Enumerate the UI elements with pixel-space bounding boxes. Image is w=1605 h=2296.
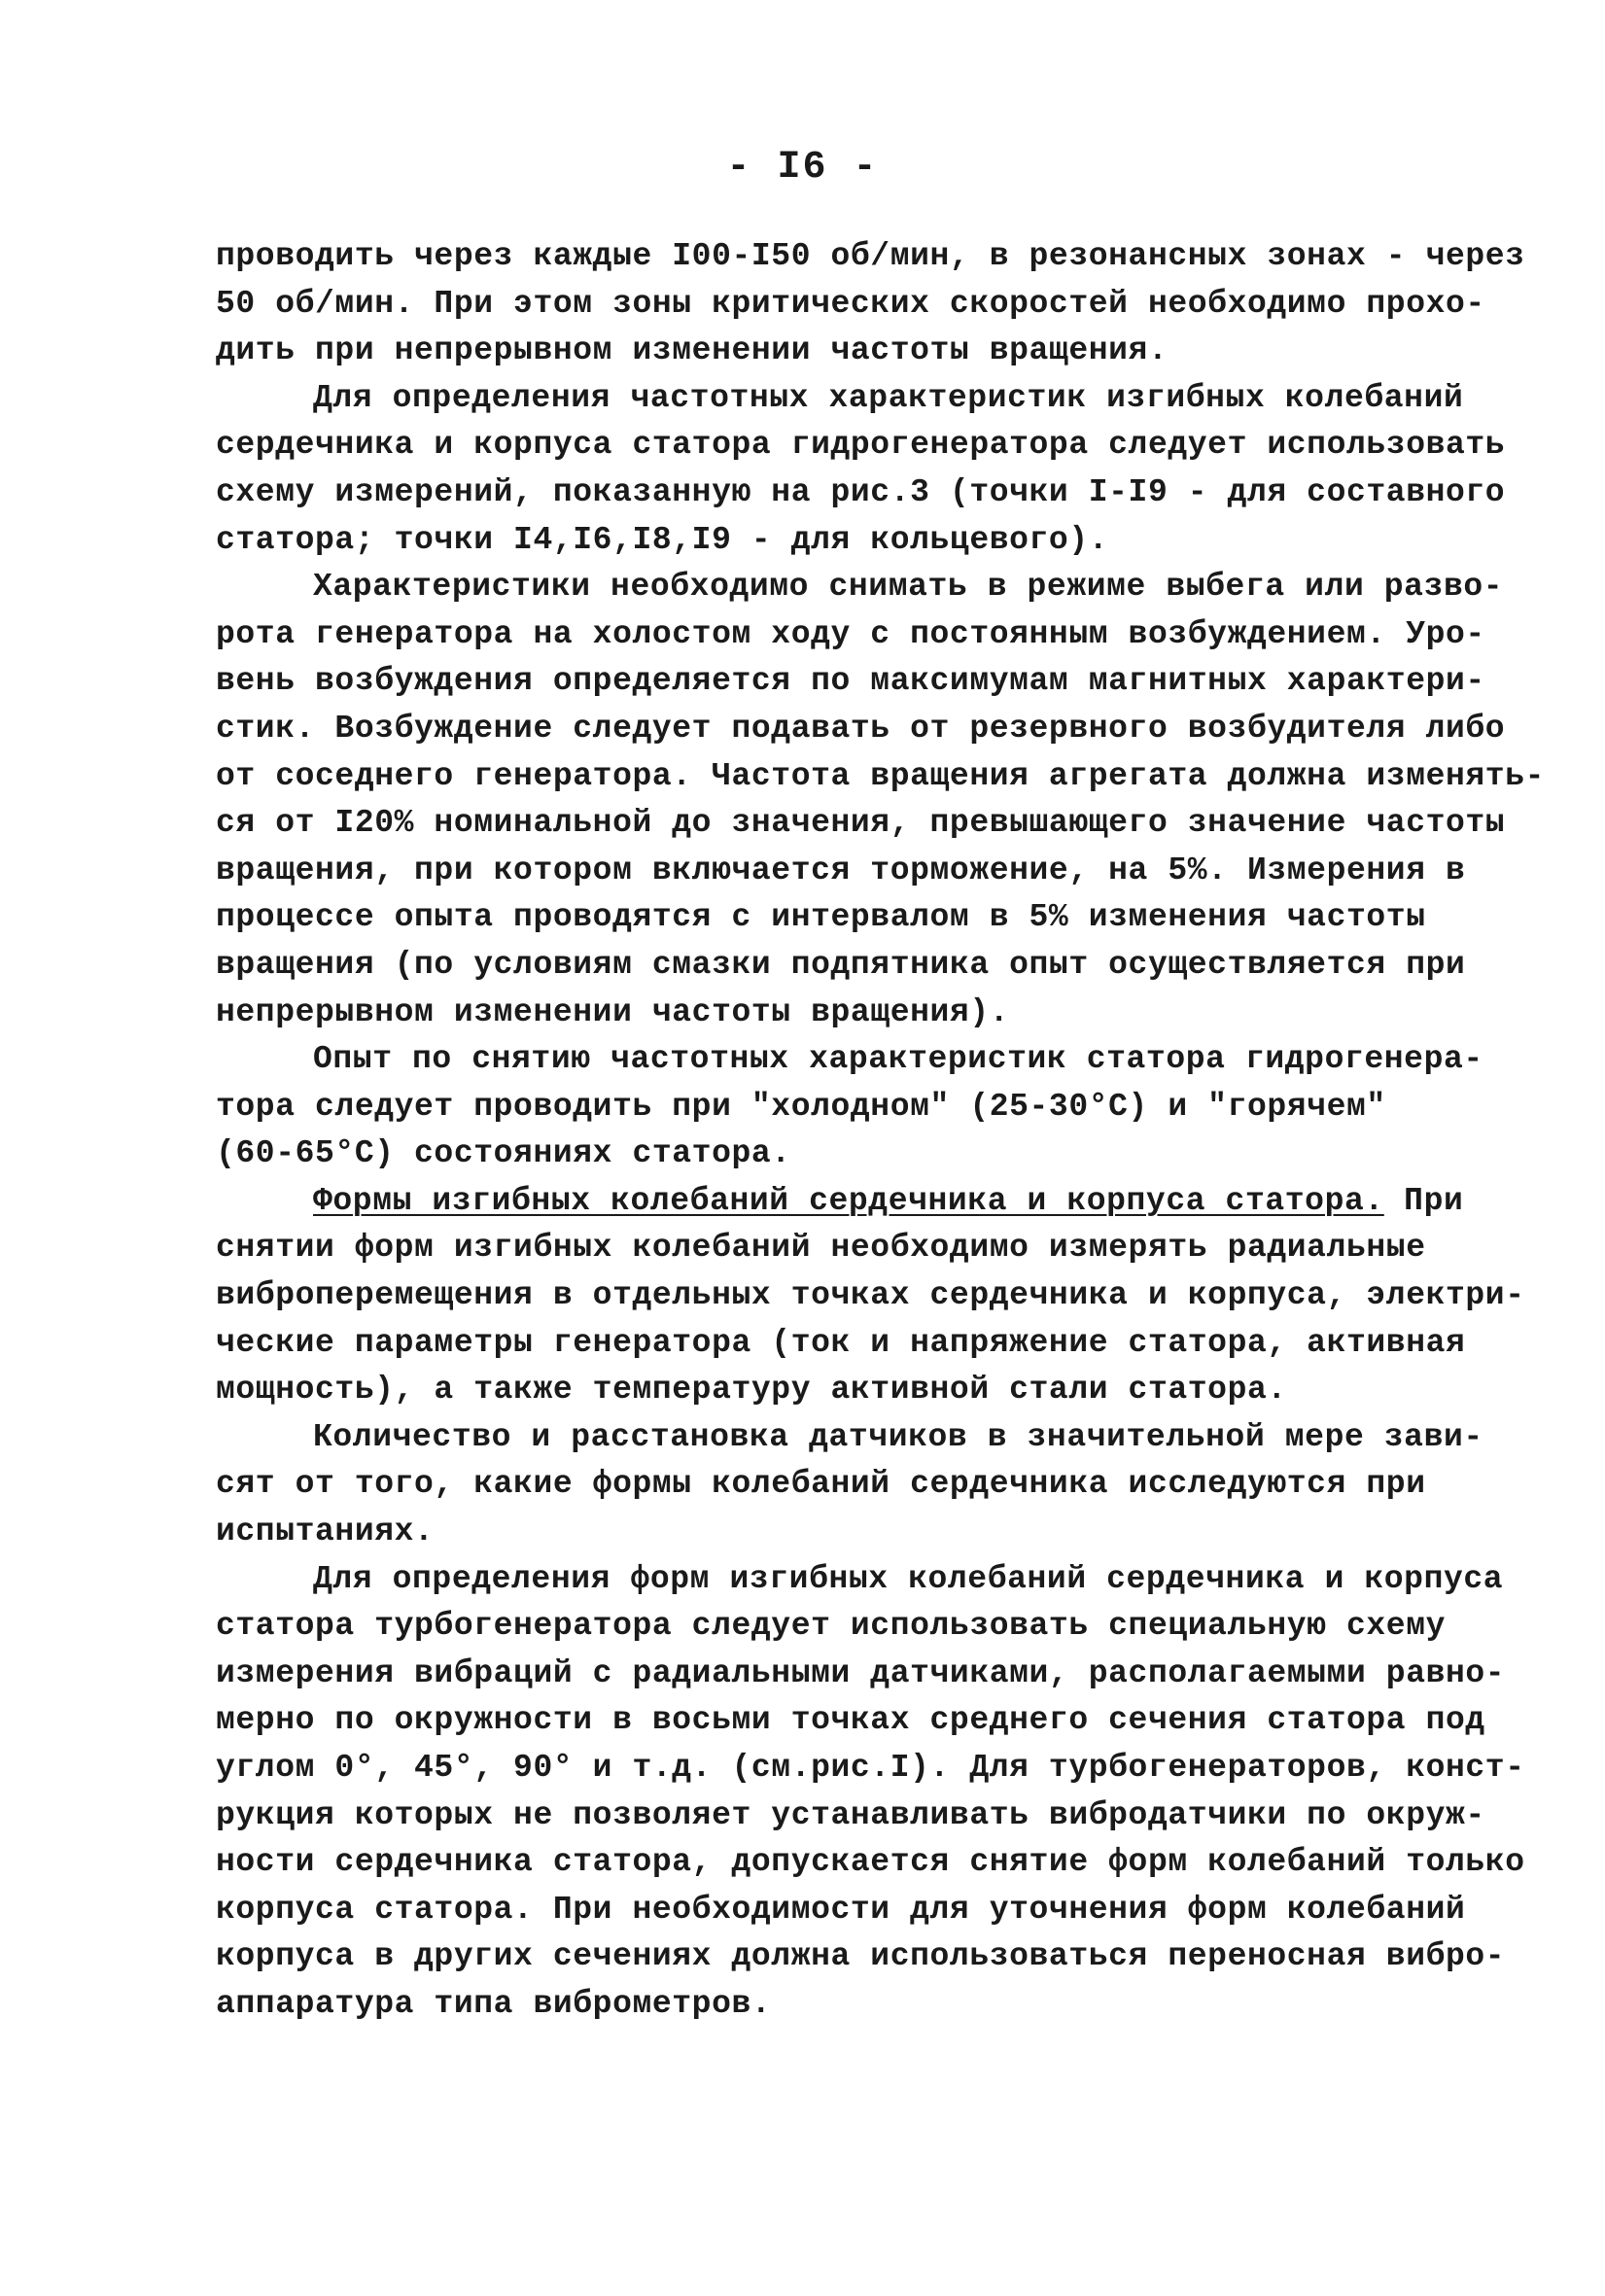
text-line: непрерывном изменении частоты вращения).: [216, 993, 1010, 1030]
body-text: [216, 233, 1546, 2029]
heading-tail: При: [1383, 1182, 1464, 1219]
text-line: рота генератора на холостом ходу с постоянным возбуждением. Уро-: [216, 615, 1485, 652]
text-line: ся от I20% номинальной до значения, превышающего значение частоты: [216, 805, 1506, 842]
text-line: 50 об/мин. При этом зоны критических скоростей необходимо прохо-: [216, 285, 1485, 322]
text-line: вращения (по условиям смазки подпятника опыт осуществляется при: [216, 946, 1466, 983]
text-line: сят от того, какие формы колебаний сердечника исследуются при: [216, 1466, 1426, 1503]
text-line: Для определения частотных характеристик изгибных колебаний: [313, 379, 1464, 416]
section-heading: Формы изгибных колебаний сердечника и корпуса статора.: [313, 1182, 1384, 1219]
text-line: дить при непрерывном изменении частоты вращения.: [216, 332, 1169, 369]
text-line: вень возбуждения определяется по максимумам магнитных характери-: [216, 663, 1485, 700]
paragraph: [216, 375, 1509, 564]
paragraph: [216, 1556, 1525, 2029]
text-line: Для определения форм изгибных колебаний сердечника и корпуса: [313, 1560, 1504, 1597]
text-line: статора турбогенератора следует использовать специальную схему: [216, 1608, 1446, 1645]
text-line: (60-65°С) состояниях статора.: [216, 1135, 791, 1172]
text-line: снятии форм изгибных колебаний необходимо измерять радиальные: [216, 1230, 1426, 1267]
text-line: мощность), а также температуру активной стали статора.: [216, 1372, 1287, 1409]
text-line: стик. Возбуждение следует подавать от резервного возбудителя либо: [216, 710, 1506, 747]
paragraph: [216, 1414, 1509, 1556]
text-line: ности сердечника статора, допускается снятие форм колебаний только: [216, 1844, 1525, 1881]
text-line: от соседнего генератора. Частота вращения агрегата должна изменять-: [216, 757, 1546, 794]
paragraph: [216, 233, 1525, 375]
text-line: испытаниях.: [216, 1513, 435, 1550]
text-line: Опыт по снятию частотных характеристик статора гидрогенера-: [313, 1041, 1483, 1078]
text-line: виброперемещения в отдельных точках сердечника и корпуса, электри-: [216, 1277, 1525, 1314]
paragraph: [216, 564, 1546, 1036]
paragraph: [216, 1178, 1525, 1414]
paragraph: [216, 1036, 1509, 1178]
text-line: Характеристики необходимо снимать в режиме выбега или разво-: [313, 569, 1504, 606]
text-line: сердечника и корпуса статора гидрогенератора следует использовать: [216, 427, 1506, 464]
text-line: процессе опыта проводятся с интервалом в 5% изменения частоты: [216, 899, 1426, 936]
text-line: аппаратура типа виброметров.: [216, 1985, 772, 2022]
text-line: тора следует проводить при "холодном" (25-30°С) и "горячем": [216, 1088, 1386, 1125]
text-line: схему измерений, показанную на рис.3 (точки I-I9 - для составного: [216, 473, 1506, 510]
text-line: корпуса в других сечениях должна использоваться переносная вибро-: [216, 1938, 1506, 1975]
text-line: рукция которых не позволяет устанавливать вибродатчики по окруж-: [216, 1796, 1485, 1833]
text-line: ческие параметры генератора (ток и напряжение статора, активная: [216, 1324, 1466, 1361]
section-heading-line: [216, 1178, 1509, 1226]
text-line: Количество и расстановка датчиков в значительной мере зави-: [313, 1418, 1483, 1455]
text-line: измерения вибраций с радиальными датчиками, располагаемыми равно-: [216, 1654, 1506, 1691]
text-line: корпуса статора. При необходимости для уточнения форм колебаний: [216, 1891, 1466, 1928]
text-line: проводить через каждые I00-I50 об/мин, в резонансных зонах - через: [216, 238, 1525, 274]
text-line: углом 0°, 45°, 90° и т.д. (см.рис.I). Для турбогенераторов, конст-: [216, 1750, 1525, 1786]
text-line: вращения, при котором включается торможение, на 5%. Измерения в: [216, 852, 1466, 888]
text-line: мерно по окружности в восьми точках среднего сечения статора под: [216, 1702, 1485, 1739]
text-line: статора; точки I4,I6,I8,I9 - для кольцевого).: [216, 521, 1109, 558]
page-number: - I6 -: [726, 146, 879, 190]
